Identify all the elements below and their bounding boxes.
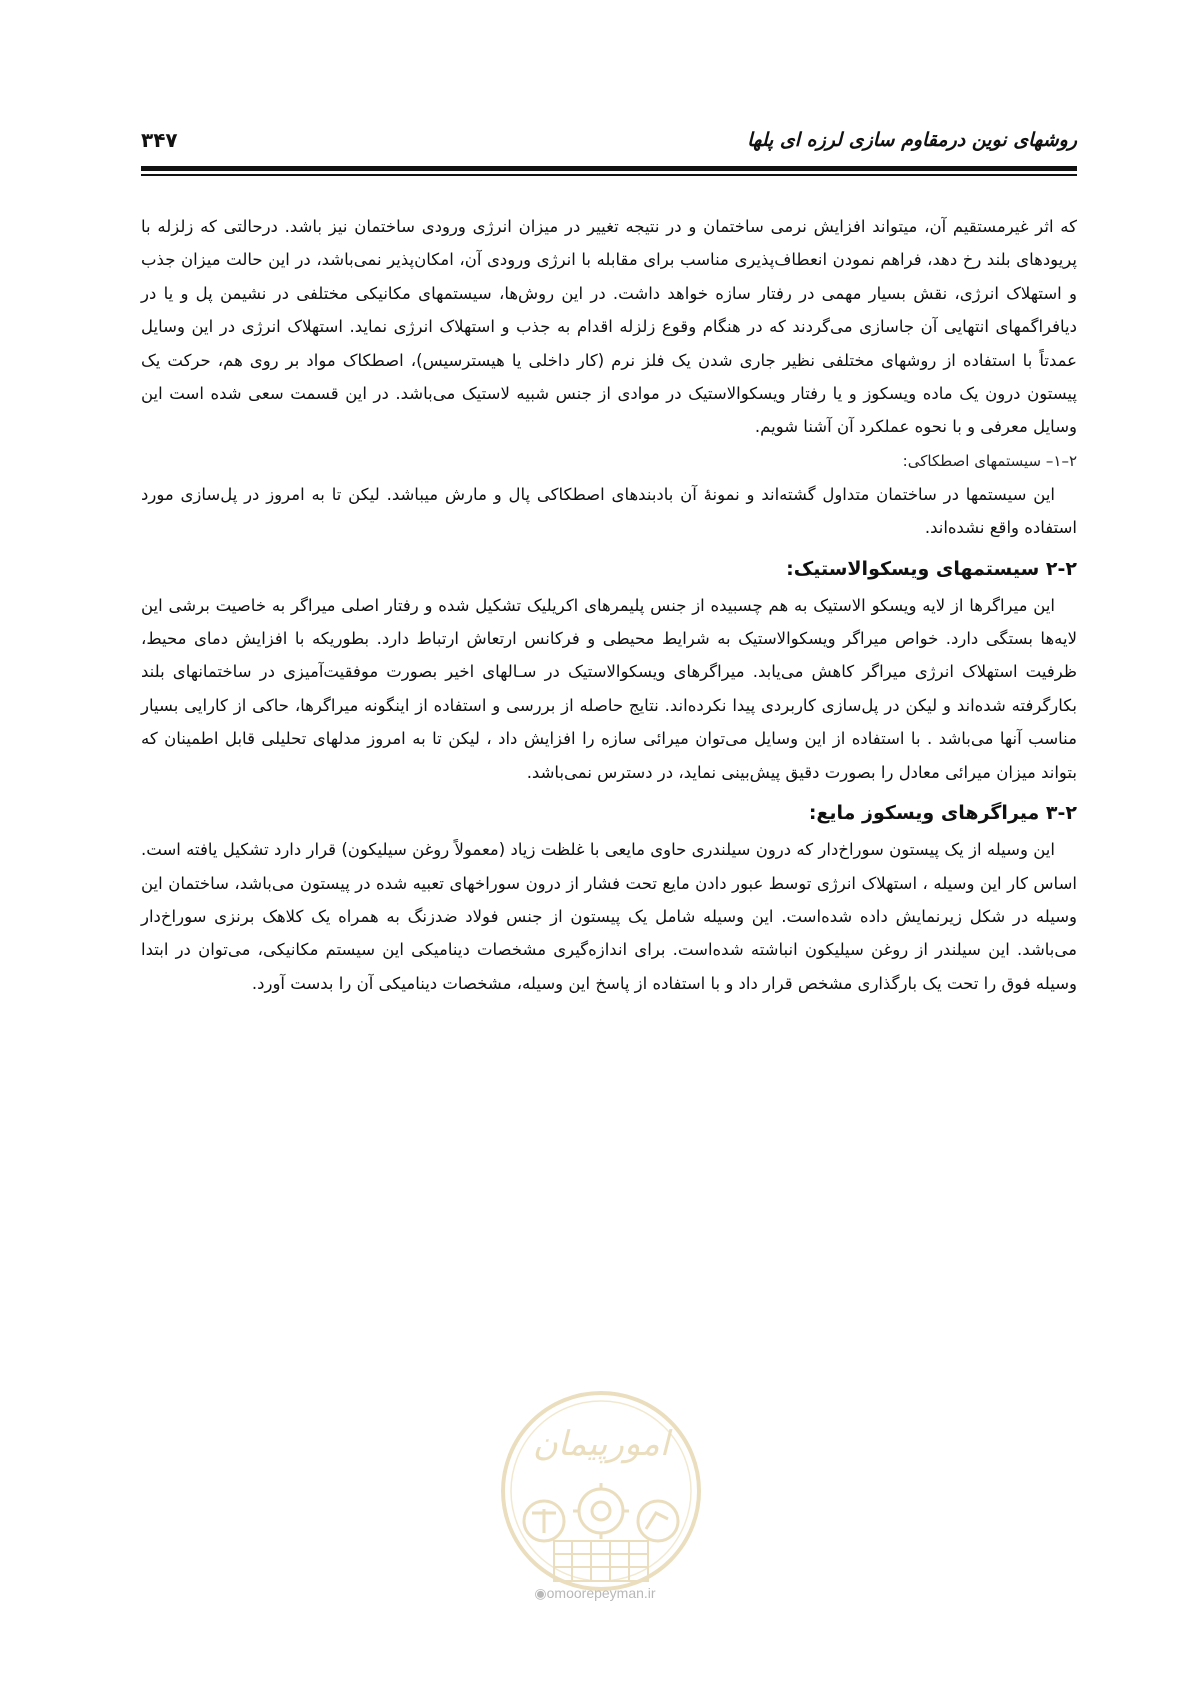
subsection-friction-heading: ۲–۱– سیستمهای اصطکاکی: — [902, 451, 1077, 470]
page-header — [141, 120, 1077, 160]
watermark-url — [0, 1585, 1190, 1602]
globe-icon: ◉ — [534, 1585, 547, 1601]
watermark-ring — [503, 1393, 699, 1589]
gear-icon — [573, 1483, 629, 1539]
watermark-logo-text: امورپیمان — [532, 1424, 670, 1464]
running-title: روشهای نوین درمقاوم سازی لرزه ای پلها — [747, 129, 1077, 151]
body-text — [141, 210, 1077, 1000]
header-rule-thick — [141, 166, 1077, 171]
paragraph-friction: این سیستمها در ساختمان متداول گشته‌اند و نمونهٔ آن بادبندهای اصطکاکی پال و مارش میباشد. لیکن تا به امروز در پل‌سازی مورد استفاده واقع نشده‌اند. — [141, 484, 1077, 538]
watermark-url-text: omoorepeyman.ir — [546, 1585, 656, 1601]
excavator-icon — [638, 1501, 678, 1541]
paragraph-intro: که اثر غیرمستقیم آن، میتواند افزایش نرمی ساختمان و در نتیجه تغییر در میزان انرژی ورودی ساختمان نیز باشد. درحالتی که زلزله با پریودهای بلند رخ دهد، فراهم نمودن انعطاف‌پذیری مناسب برای مقابله با انرژی ورودی آن، امکان‌پذیر نمی‌باشد، در این حالت میزان جذب و استهلاک انرژی، نقش بسیار مهمی در رفتار سازه خواهد داشت. در این روش‌ها، سیستمهای مکانیکی مختلفی در نشیمن پل و یا در دیافراگمهای انتهایی آن جاسازی می‌گردند که در هنگام وقوع زلزله اقدام به جذب و استهلاک انرژی نماید. استهلاک انرژی در این وسایل عمدتاً با استفاده از روشهای مختلفی نظیر جاری شدن یک فلز نرم (کار داخلی یا هیسترسیس)، اصطکاک مواد بر روی هم، حرکت یک پیستون درون یک ماده ویسکوز و یا رفتار ویسکوالاستیک در موادی از جنس شبیه لاستیک می‌باشد. در این قسمت سعی شده است این وسایل معرفی و با نحوه عملکرد آن آشنا شویم. — [141, 217, 1077, 437]
paragraph-viscoelastic: این میراگرها از لایه ویسکو الاستیک به هم چسبیده از جنس پلیمرهای اکریلیک تشکیل شده و رفتار اصلی میراگر به خاصیت برشی این لایه‌ها بستگی دارد. خواص میراگر ویسکوالاستیک به شرایط محیطی و فرکانس ارتعاش ارتباط دارد. بطوریکه با افزایش دمای محیط، ظرفیت استهلاک انرژی میراگر کاهش می‌یابد. میراگرهای ویسکوالاستیک در سـالهای اخیر بصورت موفقیت‌آمیزی در ساختمانهای بلند بکارگرفته شده‌اند و لیکن در پل‌سازی کاربردی پیدا نکرده‌اند. نتایج حاصله از بررسی و استفاده از اینگونه میراگرها، حاکی از کارایی بسیار مناسب آنها می‌باشد . با استفاده از این وسایل می‌توان میرائی سازه را افزایش داد ، لیکن تا به امروز مدلهای تحلیلی قابل اطمینان که بتواند میزان میرائی معادل را بصورت دقیق پیش‌بینی نماید، در دسترس نمی‌باشد. — [141, 595, 1077, 782]
section-viscoelastic-heading: ۲-۲ سیستمهای ویسکوالاستیک: — [786, 557, 1077, 580]
scale-icon — [524, 1501, 564, 1541]
header-rule-thin — [141, 174, 1077, 176]
page-number: ۳۴۷ — [141, 128, 178, 152]
section-viscous-fluid-heading: ۳-۲ میراگرهای ویسکوز مایع: — [808, 802, 1077, 825]
paragraph-viscous-fluid: این وسیله از یک پیستون سوراخ‌دار که درون سیلندری حاوی مایعی با غلظت زیاد (معمولاً روغن سیلیکون) قرار دارد تشکیل یافته است. اساس کار این وسیله ، استهلاک انرژی توسط عبور دادن مایع تحت فشار از درون سوراخهای تعبیه شده در پیستون می‌باشد، ساختمان این وسیله در شکل زیرنمایش داده شده‌است. این وسیله شامل یک پیستون از جنس فولاد ضدزنگ به همراه یک کلاهک برنزی سوراخ‌دار می‌باشد. این سیلندر از روغن سیلیکون انباشته شده‌است. برای اندازه‌گیری مشخصات دینامیکی این سیستم مکانیکی، می‌توان در ابتدا وسیله فوق را تحت یک بارگذاری مشخص قرار داد و با استفاده از پاسخ این وسیله، مشخصات دینامیکی آن را بدست آورد. — [141, 840, 1077, 993]
